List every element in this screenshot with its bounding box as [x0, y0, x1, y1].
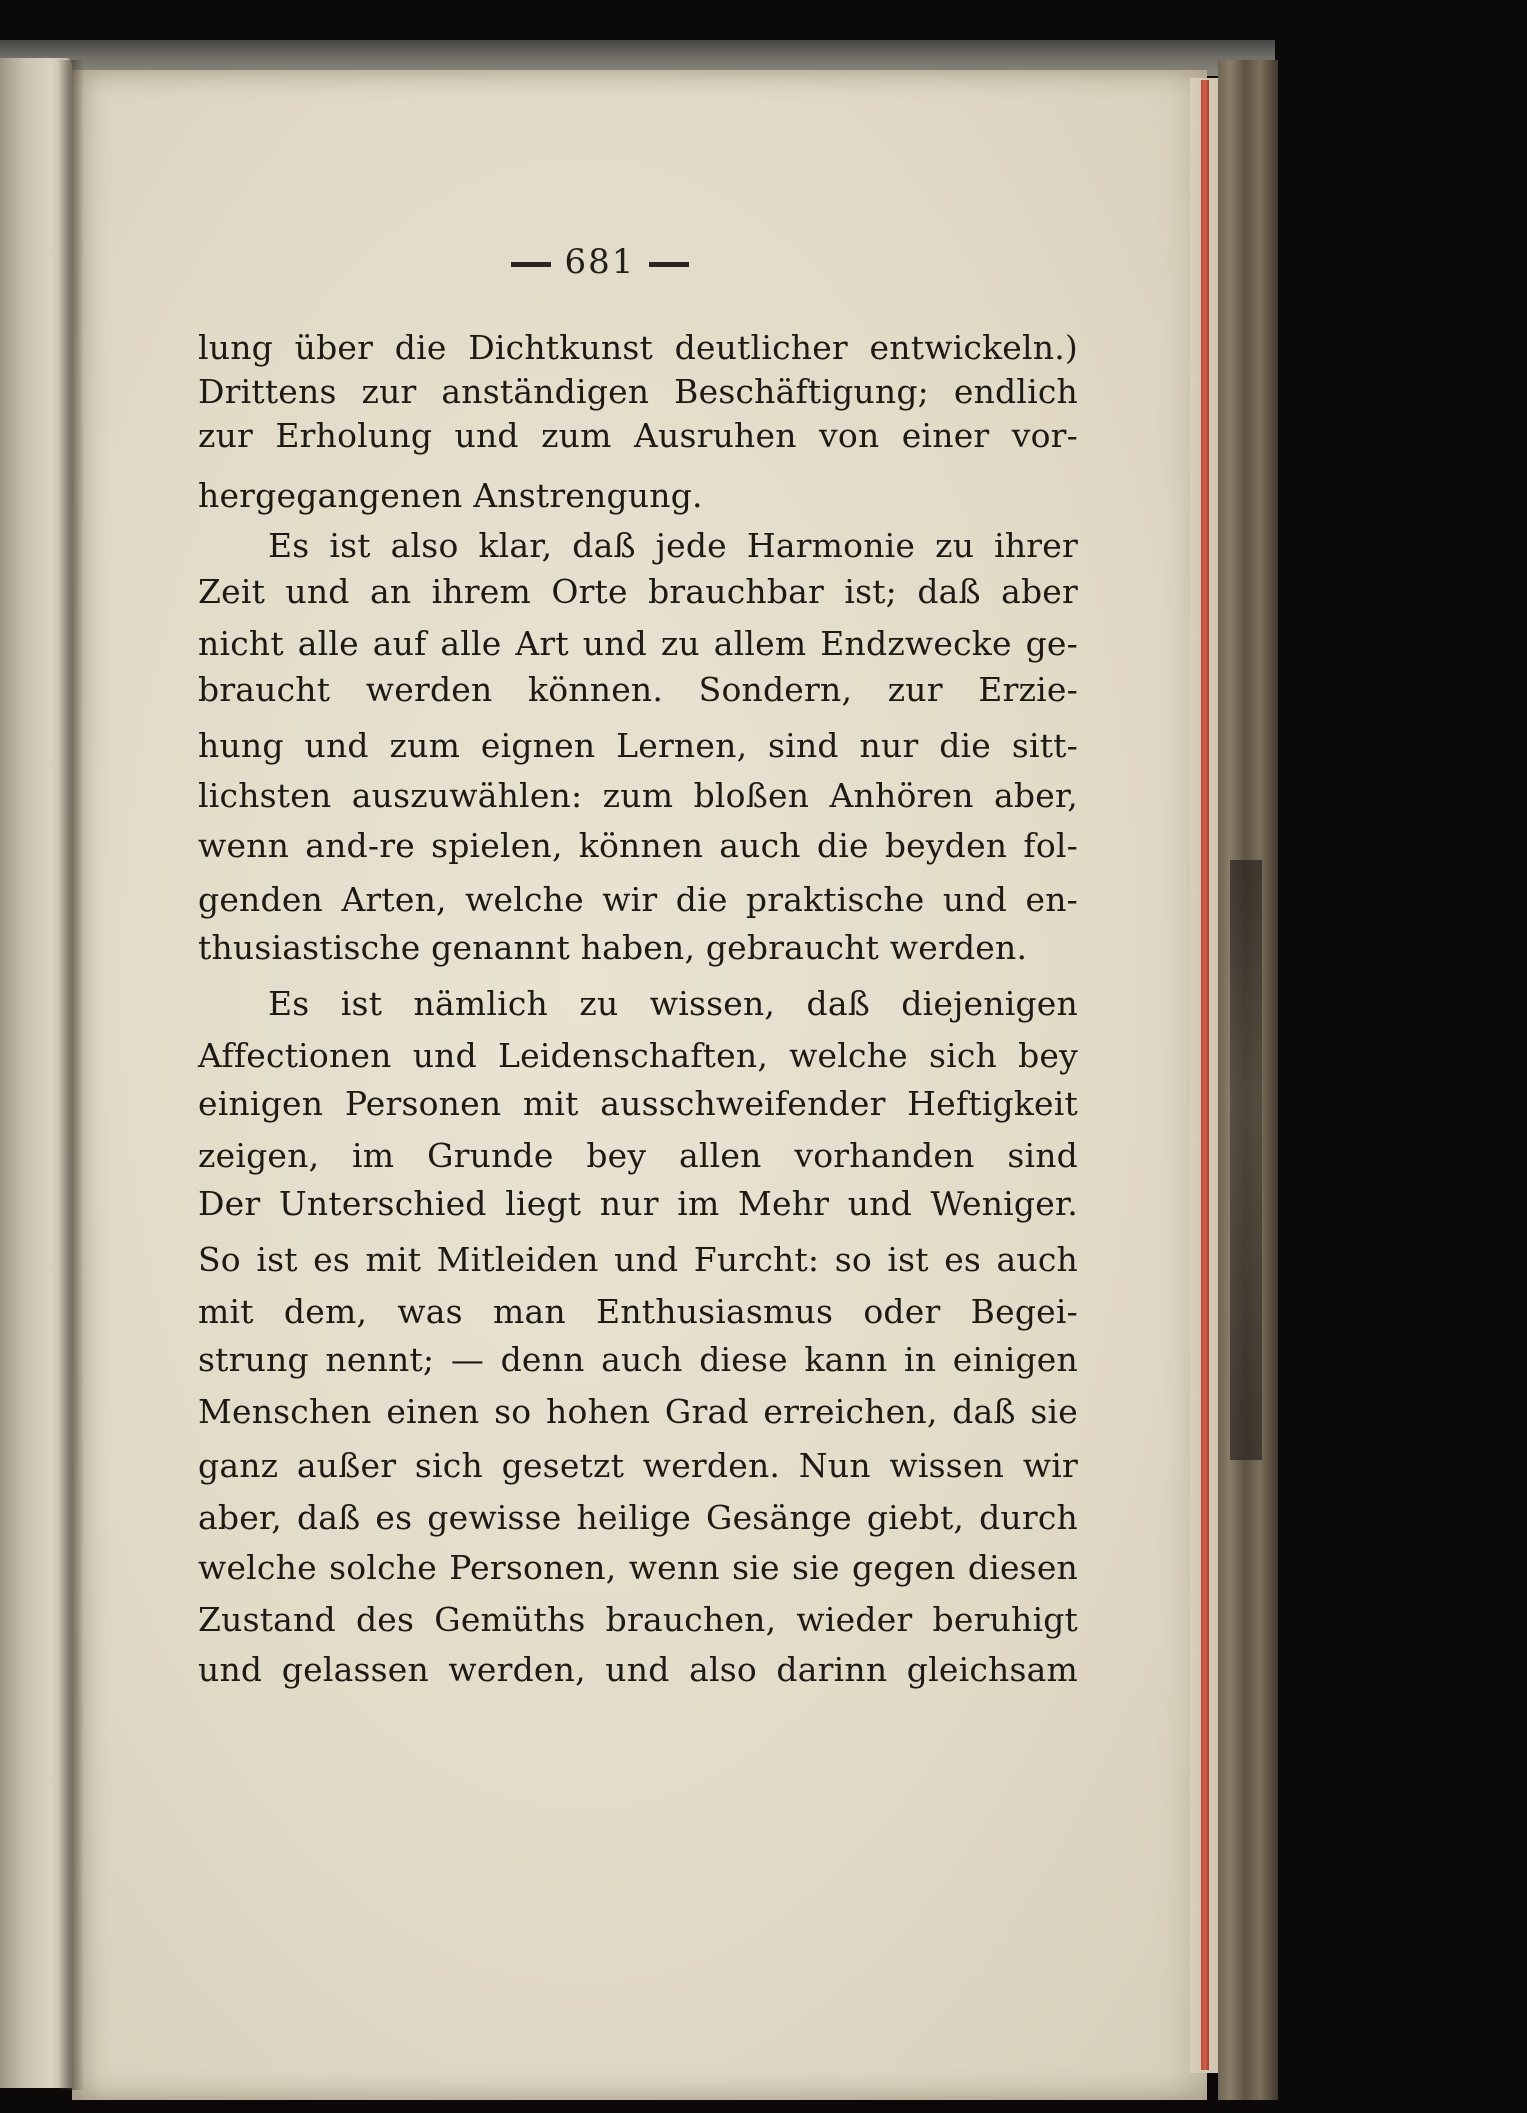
text-line: Der Unterschied liegt nur im Mehr und Weniger. [198, 1184, 1078, 1223]
text-line: Zustand des Gemüths brauchen, wieder beruhigt [198, 1600, 1078, 1639]
text-line: hergegangenen Anstrengung. [198, 476, 703, 515]
text-line: zur Erholung und zum Ausruhen von einer vor- [198, 416, 1078, 455]
text-line: Menschen einen so hohen Grad erreichen, daß sie [198, 1392, 1078, 1431]
text-line: mit dem, was man Enthusiasmus oder Begei- [198, 1292, 1078, 1331]
text-line: Es ist nämlich zu wissen, daß diejenigen [268, 984, 1078, 1023]
text-line: thusiastische genannt haben, gebraucht werden. [198, 928, 1028, 967]
page-header [450, 242, 750, 282]
text-line: wenn and-re spielen, können auch die beyden fol- [198, 826, 1078, 865]
text-line: welche solche Personen, wenn sie sie gegen diesen [198, 1548, 1078, 1587]
text-line: So ist es mit Mitleiden und Furcht: so ist es auch [198, 1240, 1078, 1279]
text-line: Zeit und an ihrem Orte brauchbar ist; daß aber [198, 572, 1078, 611]
text-line: strung nennt; — denn auch diese kann in einigen [198, 1340, 1078, 1379]
spine-wear-mark [1230, 860, 1262, 1460]
text-line: Drittens zur anständigen Beschäftigung; endlich [198, 372, 1078, 411]
text-line: ganz außer sich gesetzt werden. Nun wissen wir [198, 1446, 1078, 1485]
text-line: Es ist also klar, daß jede Harmonie zu ihrer [268, 526, 1078, 565]
text-line: zeigen, im Grunde bey allen vorhanden sind [198, 1136, 1078, 1175]
text-line: nicht alle auf alle Art und zu allem Endzwecke ge- [198, 624, 1078, 663]
header-dash-right [649, 262, 689, 267]
text-line: einigen Personen mit ausschweifender Heftigkeit [198, 1084, 1078, 1123]
text-line: aber, daß es gewisse heilige Gesänge giebt, durch [198, 1498, 1078, 1537]
text-line: lichsten auszuwählen: zum bloßen Anhören aber, [198, 776, 1078, 815]
text-line: genden Arten, welche wir die praktische und en- [198, 880, 1078, 919]
text-line: hung und zum eignen Lernen, sind nur die sitt- [198, 726, 1078, 765]
header-dash-left [511, 262, 551, 267]
red-page-edge [1201, 80, 1209, 2070]
text-line: braucht werden können. Sondern, zur Erzie- [198, 670, 1078, 709]
page-number: 681 [564, 242, 636, 282]
page-gutter-shadow [58, 60, 84, 2090]
text-line: und gelassen werden, und also darinn gleichsam [198, 1650, 1078, 1689]
text-line: Affectionen und Leidenschaften, welche sich bey [198, 1036, 1078, 1075]
text-line: lung über die Dichtkunst deutlicher entwickeln.) [198, 328, 1078, 367]
